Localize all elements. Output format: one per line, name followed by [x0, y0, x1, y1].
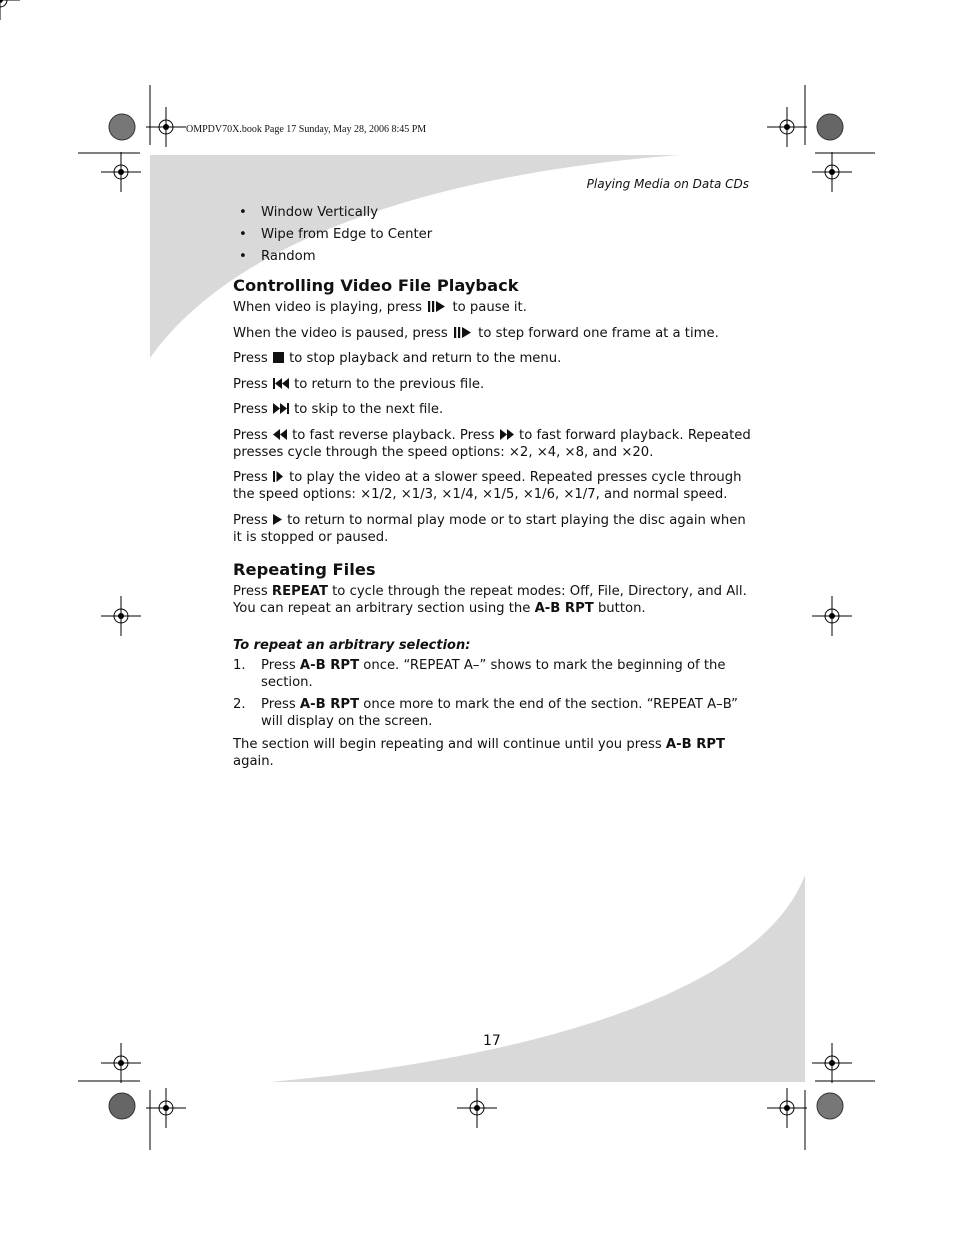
paragraph-step-forward: When the video is paused, press to step forward one frame at a time. [233, 325, 719, 341]
bullet: • [239, 227, 247, 242]
print-slug-line: OMPDV70X.book Page 17 Sunday, May 28, 2006 8:45 PM [186, 124, 427, 135]
list-item-text: Random [261, 249, 316, 264]
procedure-steps [233, 657, 751, 730]
list-item-text: Wipe from Edge to Center [261, 227, 433, 242]
previous-icon [273, 378, 289, 389]
paragraph-stop: Press to stop playback and return to the menu. [233, 351, 562, 366]
play-pause-icon [453, 327, 473, 338]
play-icon [273, 514, 282, 525]
paragraph-next: Press to skip to the next file. [233, 402, 444, 417]
section-heading-video-playback: Controlling Video File Playback [233, 276, 519, 295]
running-head: Playing Media on Data CDs [586, 177, 749, 191]
transition-list [233, 203, 751, 269]
list-item: 1. Press A-B RPT once. “REPEAT A–” shows to mark the beginning of the section. [233, 657, 726, 690]
paragraph-repeat-outro: The section will begin repeating and will continue until you press A-B RPT again. [233, 736, 726, 769]
stop-icon [273, 352, 284, 363]
paragraph-play: Press to return to normal play mode or to start playing the disc again when it is stopped or paused. [233, 512, 746, 545]
list-item: 2. Press A-B RPT once more to mark the end of the section. “REPEAT A–B” will display on the screen. [233, 696, 738, 729]
procedure-heading: To repeat an arbitrary selection: [233, 637, 471, 653]
paragraph-repeat-intro: Press REPEAT to cycle through the repeat modes: Off, File, Directory, and All. You can repeat an arbitrary section using the A-B RPT button. [233, 583, 747, 616]
list-item-text: Window Vertically [261, 205, 379, 220]
next-icon [273, 403, 289, 414]
page-number: 17 [483, 1033, 501, 1049]
play-pause-icon [427, 301, 447, 312]
section-heading-repeating-files: Repeating Files [233, 559, 376, 579]
paragraph-previous: Press to return to the previous file. [233, 376, 485, 392]
paragraph-slow: Press to play the video at a slower speed. Repeated presses cycle through the speed options: ×1/2, ×1/3, ×1/4, ×1/5, ×1/6, ×1/7, and normal speed. [233, 470, 742, 502]
bottom-swoosh [270, 875, 805, 1082]
fast-reverse-icon [273, 429, 287, 440]
list-item [239, 225, 751, 247]
list-item [239, 247, 751, 269]
bullet: • [239, 205, 247, 220]
registration-mark [0, 0, 20, 20]
page-body [233, 203, 751, 778]
paragraph-pause: When video is playing, press to pause it. [233, 300, 527, 315]
paragraph-fast-scan: Press to fast reverse playback. Press to fast forward playback. Repeated presses cycle through the speed options: ×2, ×4, ×8, and ×20. [233, 427, 751, 460]
bullet: • [239, 249, 247, 264]
list-item [239, 203, 751, 225]
slow-icon [273, 471, 284, 482]
fast-forward-icon [500, 429, 514, 440]
